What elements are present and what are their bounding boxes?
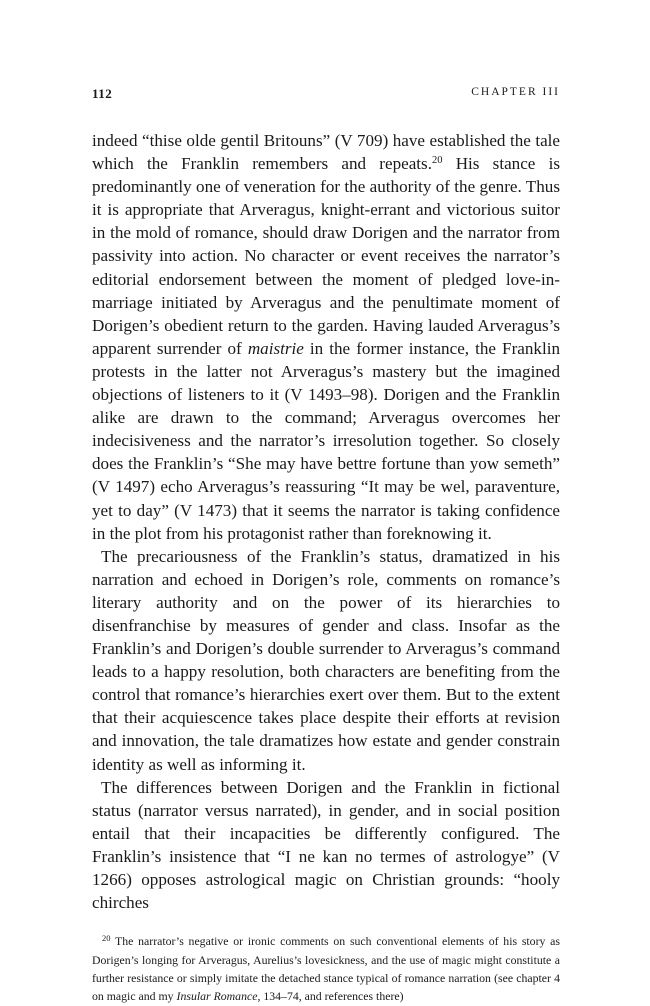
- footnote-number: 20: [102, 932, 111, 943]
- italic-term: maistrie: [247, 338, 304, 358]
- paragraph-1: [92, 129, 560, 545]
- paragraph-3: The differences between Dorigen and the Franklin in fictional status (narrator versus narrated), in gender, and in social position entail that their incapacities be differently configured. The Franklin’s insistence that “I ne kan no termes of astrologye” (V 1266) opposes astrological magic on Christian grounds: “hooly chirches: [92, 777, 560, 913]
- page-number: 112: [92, 86, 113, 101]
- footnote-reference: 20: [431, 155, 443, 167]
- chapter-title: CHAPTER III: [471, 86, 560, 98]
- footnote-part-a: The narrator’s negative or ironic comments on such conventional elements of his story as Dorigen’s longing for Arveragus, Aurelius’s lovesickness, and the use of magic might constitute a further resistance or simply imitate the detached stance typical of romance narration (see chapter 4 on magic and my: [92, 934, 560, 1004]
- footnote-italic-title: Insular Romance: [176, 989, 258, 1004]
- paragraph-1-part-a: indeed “thise olde gentil Britouns” (V 709) have established the tale which the Franklin remembers and repeats.: [92, 131, 560, 174]
- footnote: [92, 932, 560, 1006]
- body-text: [92, 129, 560, 914]
- paragraph-1-part-c: in the former instance, the Franklin protests in the latter not Arveragus’s mastery but the imagined objections of listeners to it (V 1493–98). Dorigen and the Franklin alike are drawn to the command; Arveragus overcomes her indecisiveness and the narrator’s irresolution together. So closely does the Franklin’s “She may have bettre fortune than yow semeth” (V 1497) echo Arveragus’s reassuring “It may be wel, paraventure, yet to day” (V 1473) that it seems the narrator is taking confidence in the plot from his protagonist rather than foreknowing it.: [92, 338, 560, 543]
- running-head: [92, 86, 560, 106]
- footnote-part-b: , 134–74, and references there): [257, 989, 404, 1004]
- paragraph-2: The precariousness of the Franklin’s status, dramatized in his narration and echoed in Dorigen’s role, comments on romance’s literary authority and on the power of its hierarchies to disenfranchise by measures of gender and class. Insofar as the Franklin’s and Dorigen’s double surrender to Arveragus’s command leads to a happy resolution, both characters are benefiting from the control that romance’s hierarchies exert over them. But to the extent that their acquiescence takes place despite their efforts at revision and innovation, the tale dramatizes how estate and gender constrain identity as well as informing it.: [92, 546, 560, 774]
- paragraph-1-part-b: His stance is predominantly one of veneration for the authority of the genre. Thus it is appropriate that Arveragus, knight-errant and victorious suitor in the mold of romance, should draw Dorigen and the narrator from passivity into action. No character or event receives the narrator’s editorial endorsement between the moment of pledged love-in-marriage initiated by Arveragus and the penultimate moment of Dorigen’s obedient return to the garden. Having lauded Arveragus’s apparent surrender of: [92, 154, 560, 358]
- book-page: [92, 86, 560, 1006]
